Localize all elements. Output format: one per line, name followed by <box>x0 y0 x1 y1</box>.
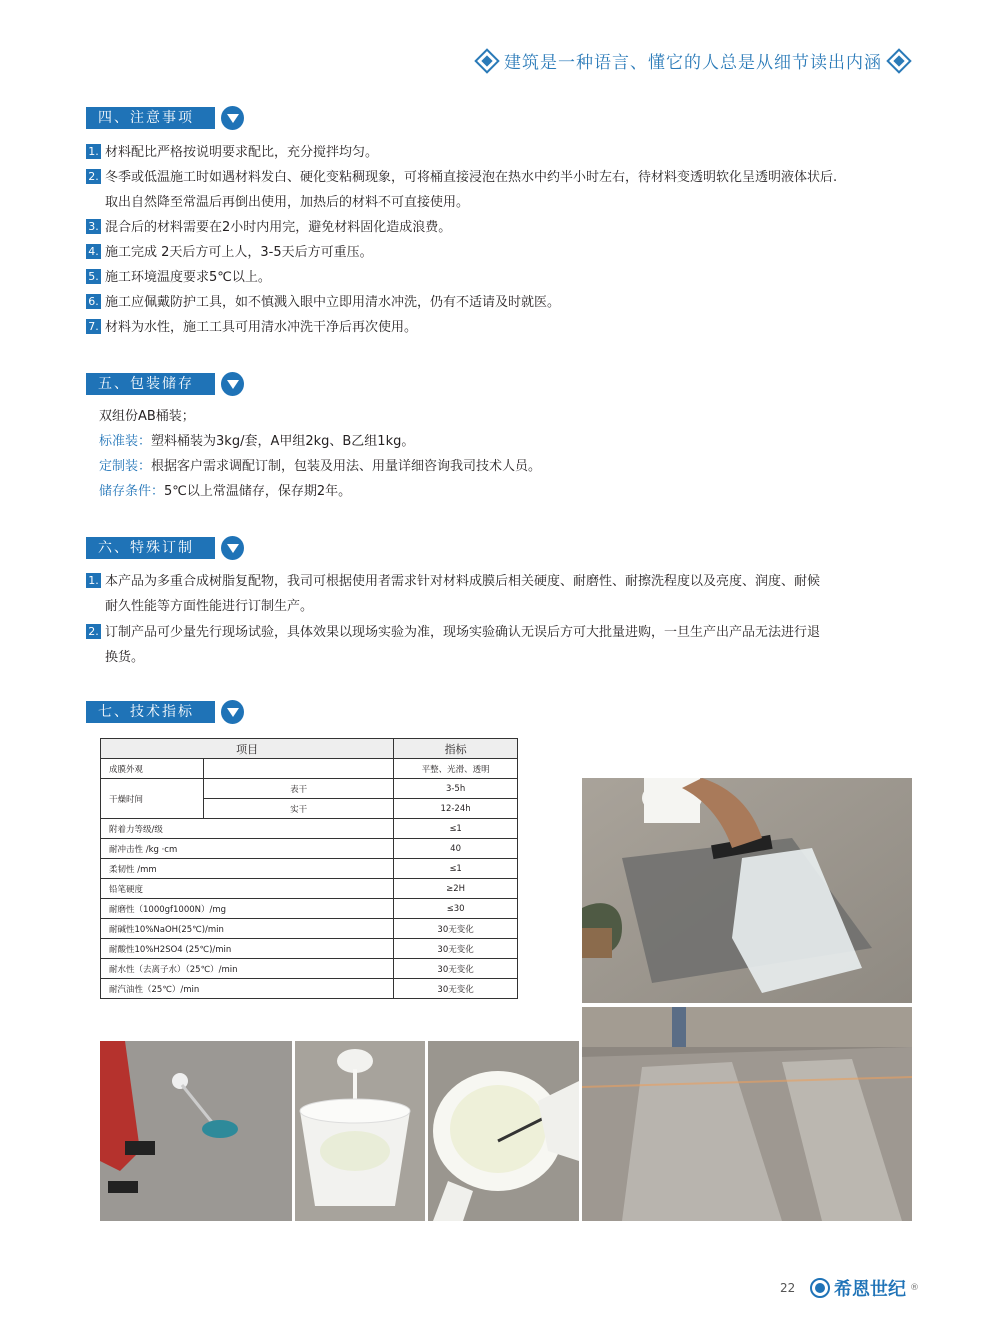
section-title: 四、注意事项 <box>86 107 215 129</box>
table-cell: 12-24h <box>394 799 518 819</box>
item-text: 施工环境温度要求5℃以上。 <box>105 270 271 285</box>
table-cell: ≥2H <box>394 879 518 899</box>
label: 定制装： <box>99 459 152 474</box>
chevron-down-icon <box>221 372 244 396</box>
item-text: 施工完成 2天后方可上人，3-5天后方可重压。 <box>105 245 373 260</box>
table-cell: 30无变化 <box>394 919 518 939</box>
list-item <box>86 140 906 165</box>
item-text: 材料配比严格按说明要求配比，充分搅拌均匀。 <box>105 145 379 160</box>
table-cell: 平整、光滑、透明 <box>394 759 518 779</box>
value: 根据客户需求调配订制，包装及用法、用量详细咨询我司技术人员。 <box>151 459 542 474</box>
table-row <box>101 879 518 899</box>
packaging-storage <box>99 479 351 504</box>
table-row <box>101 839 518 859</box>
item-text: 冬季或低温施工时如遇材料发白、硬化变粘稠现象，可将桶直接浸泡在热水中约半小时左右，待材料变透明软化呈透明液体状后. <box>105 170 838 185</box>
item-text-cont: 取出自然降至常温后再倒出使用，加热后的材料不可直接使用。 <box>105 195 470 210</box>
table-row <box>101 919 518 939</box>
item-number: 4. <box>86 244 101 259</box>
table-cell: 柔韧性 /mm <box>101 859 394 879</box>
table-row <box>101 819 518 839</box>
item-text: 施工应佩戴防护工具，如不慎溅入眼中立即用清水冲洗，仍有不适请及时就医。 <box>105 295 561 310</box>
item-number: 1. <box>86 144 101 159</box>
value: 塑料桶装为3kg/套，A甲组2kg、B乙组1kg。 <box>151 434 415 449</box>
item-text: 材料为水性，施工工具可用清水冲洗干净后再次使用。 <box>105 320 418 335</box>
section-title: 五、包装储存 <box>86 373 215 395</box>
table-row <box>101 959 518 979</box>
table-header: 项目 <box>101 739 394 759</box>
list-item <box>86 620 906 670</box>
table-row <box>101 899 518 919</box>
table-row <box>101 759 518 779</box>
photo-glossy-floor <box>582 1007 912 1221</box>
table-cell: 耐磨性（1000gf1000N）/mg <box>101 899 394 919</box>
table-cell <box>204 759 394 779</box>
item-text-cont: 换货。 <box>105 650 145 665</box>
item-number: 2. <box>86 169 101 184</box>
section-title: 六、特殊订制 <box>86 537 215 559</box>
table-cell: 耐冲击性 /kg ·cm <box>101 839 394 859</box>
header-slogan <box>478 48 908 73</box>
spec-table <box>100 738 518 999</box>
item-number: 5. <box>86 269 101 284</box>
photo-floor-application <box>582 778 912 1003</box>
page-number: 22 <box>780 1281 796 1295</box>
slogan-text: 建筑是一种语言、懂它的人总是从细节读出内涵 <box>504 53 882 73</box>
label: 储存条件： <box>99 484 165 499</box>
table-cell: 附着力等级/级 <box>101 819 394 839</box>
table-cell: 30无变化 <box>394 939 518 959</box>
section-notes-header <box>86 106 244 130</box>
brand-mark-icon <box>810 1278 830 1298</box>
packaging-custom <box>99 454 541 479</box>
item-number: 2. <box>86 624 101 639</box>
table-cell: 干燥时间 <box>101 779 204 819</box>
diamond-icon <box>474 48 499 73</box>
section-title: 七、技术指标 <box>86 701 215 723</box>
list-item <box>86 315 906 340</box>
value: 5℃以上常温储存，保存期2年。 <box>164 484 352 499</box>
table-row <box>101 779 518 799</box>
table-row <box>101 939 518 959</box>
brand-logo <box>810 1275 919 1301</box>
item-number: 6. <box>86 294 101 309</box>
label: 标准装： <box>99 434 152 449</box>
section-custom-header <box>86 536 244 560</box>
list-item <box>86 165 906 215</box>
table-cell: 铅笔硬度 <box>101 879 394 899</box>
table-cell: ≤1 <box>394 859 518 879</box>
list-item <box>86 290 906 315</box>
table-cell: 30无变化 <box>394 959 518 979</box>
item-text: 本产品为多重合成树脂复配物，我司可根据使用者需求针对材料成膜后相关硬度、耐磨性、耐擦洗程度以及亮度、润度、耐候 <box>105 574 821 589</box>
list-item <box>86 240 906 265</box>
table-cell: 成膜外观 <box>101 759 204 779</box>
table-cell: 耐水性（去离子水）（25℃）/min <box>101 959 394 979</box>
section-tech-header <box>86 700 244 724</box>
chevron-down-icon <box>221 536 244 560</box>
list-item <box>86 215 906 240</box>
table-cell: ≤1 <box>394 819 518 839</box>
photo-mixing-bucket <box>428 1041 579 1221</box>
item-text: 订制产品可少量先行现场试验，具体效果以现场实验为准，现场实验确认无误后方可大批量进购，一旦生产出产品无法进行退 <box>105 625 821 640</box>
section-packaging-header <box>86 372 244 396</box>
brand-name: 希恩世纪 <box>834 1279 906 1300</box>
registered-mark: ® <box>910 1283 919 1293</box>
table-cell: 耐汽油性（25℃）/min <box>101 979 394 999</box>
packaging-line: 双组份AB桶装； <box>99 409 195 424</box>
table-cell: 表干 <box>204 779 394 799</box>
item-number: 3. <box>86 219 101 234</box>
chevron-down-icon <box>221 106 244 130</box>
table-row <box>101 979 518 999</box>
item-number: 7. <box>86 319 101 334</box>
table-cell: 30无变化 <box>394 979 518 999</box>
table-cell: 40 <box>394 839 518 859</box>
table-cell: 耐碱性10%NaOH(25℃)/min <box>101 919 394 939</box>
diamond-icon <box>886 48 911 73</box>
chevron-down-icon <box>221 700 244 724</box>
table-cell: 实干 <box>204 799 394 819</box>
photo-brush-application <box>100 1041 292 1221</box>
list-item <box>86 265 906 290</box>
item-text-cont: 耐久性能等方面性能进行订制生产。 <box>105 599 314 614</box>
table-cell: ≤30 <box>394 899 518 919</box>
table-header-row <box>101 739 518 759</box>
list-item <box>86 569 906 619</box>
packaging-standard <box>99 429 414 454</box>
item-number: 1. <box>86 573 101 588</box>
table-cell: 3-5h <box>394 779 518 799</box>
item-text: 混合后的材料需要在2小时内用完，避免材料固化造成浪费。 <box>105 220 452 235</box>
table-cell: 耐酸性10%H2SO4 (25℃)/min <box>101 939 394 959</box>
table-header: 指标 <box>394 739 518 759</box>
photo-pouring-bucket <box>295 1041 425 1221</box>
table-row <box>101 859 518 879</box>
